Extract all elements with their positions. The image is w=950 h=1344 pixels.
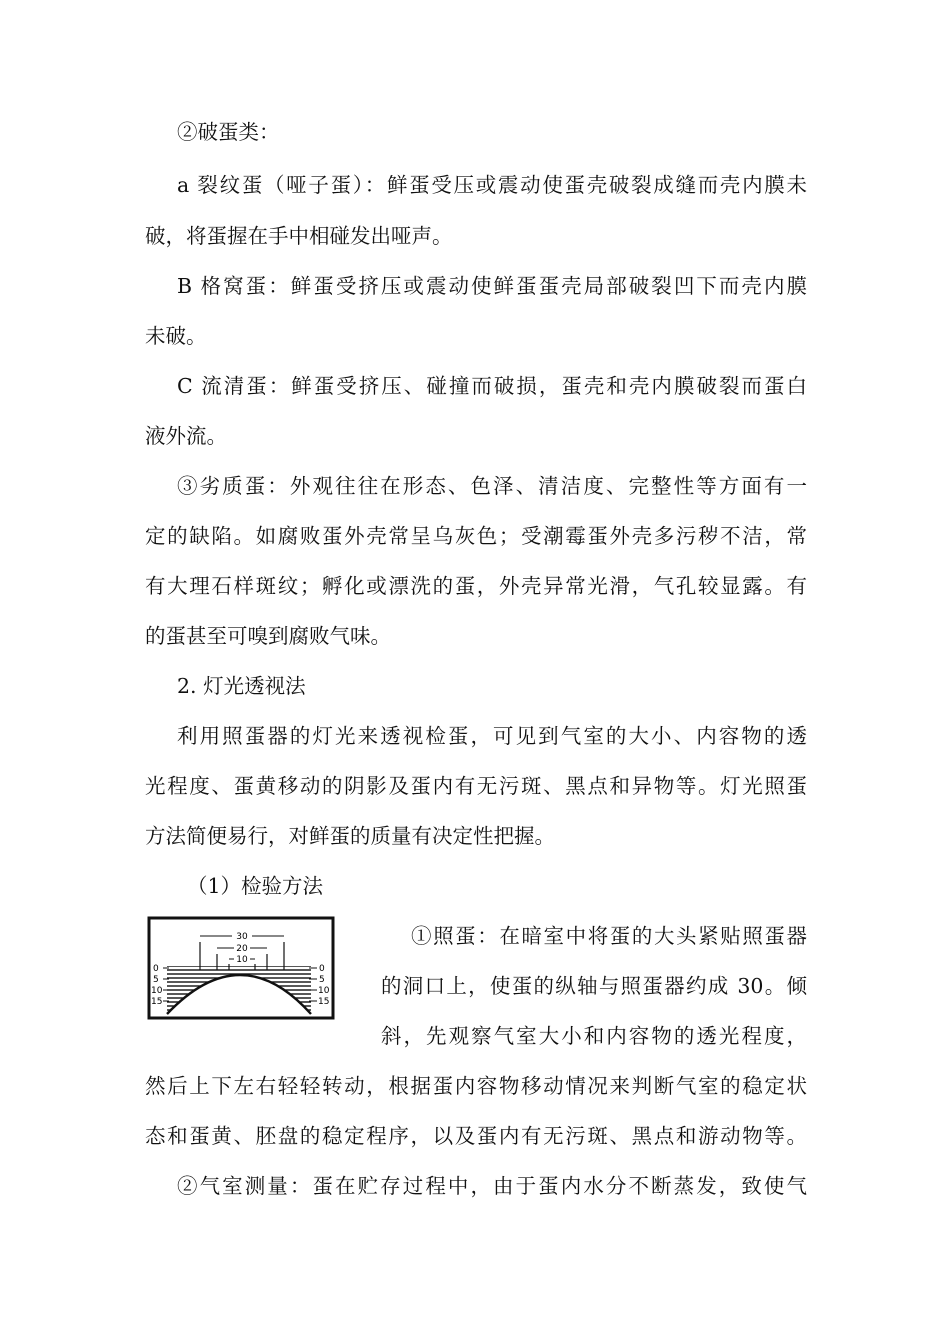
air-cell-gauge-figure (145, 912, 337, 1022)
text-line: 的洞口上，使蛋的纵轴与照蛋器约成 30。倾 (381, 974, 807, 998)
gauge-top-label: 10 (236, 955, 248, 965)
gauge-top-label: 30 (236, 932, 248, 942)
gauge-left-label: 5 (153, 975, 159, 985)
text-line: 方法简便易行，对鲜蛋的质量有决定性把握。 (145, 824, 555, 848)
subsection-heading: （1）检验方法 (187, 874, 324, 898)
text-line: C 流清蛋：鲜蛋受挤压、碰撞而破损，蛋壳和壳内膜破裂而蛋白 (177, 374, 807, 398)
gauge-left-label: 10 (151, 986, 163, 996)
text-line: 利用照蛋器的灯光来透视检蛋，可见到气室的大小、内容物的透 (177, 724, 807, 748)
text-line: 态和蛋黄、胚盘的稳定程序，以及蛋内有无污斑、黑点和游动物等。 (145, 1124, 807, 1148)
text-line: ②气室测量：蛋在贮存过程中，由于蛋内水分不断蒸发，致使气 (177, 1174, 807, 1198)
gauge-right-label: 10 (318, 986, 330, 996)
text-line: B 格窝蛋：鲜蛋受挤压或震动使鲜蛋蛋壳局部破裂凹下而壳内膜 (177, 274, 807, 298)
text-line: 定的缺陷。如腐败蛋外壳常呈乌灰色；受潮霉蛋外壳多污秽不洁，常 (145, 524, 807, 548)
gauge-right-label: 0 (319, 964, 325, 974)
text-line: ①照蛋：在暗室中将蛋的大头紧贴照蛋器 (411, 924, 807, 948)
text-line: 破，将蛋握在手中相碰发出哑声。 (145, 224, 453, 248)
text-line: 斜，先观察气室大小和内容物的透光程度， (381, 1024, 807, 1048)
text-line: ③劣质蛋：外观往往在形态、色泽、清洁度、完整性等方面有一 (177, 474, 807, 498)
text-line: a 裂纹蛋（哑子蛋）：鲜蛋受压或震动使蛋壳破裂成缝而壳内膜未 (177, 173, 807, 197)
gauge-top-label: 20 (236, 944, 248, 954)
section-heading: 2. 灯光透视法 (177, 674, 306, 698)
text-line: ②破蛋类： (177, 120, 280, 144)
text-line: 光程度、蛋黄移动的阴影及蛋内有无污斑、黑点和异物等。灯光照蛋 (145, 774, 807, 798)
gauge-right-label: 15 (318, 997, 330, 1007)
text-line: 然后上下左右轻轻转动，根据蛋内容物移动情况来判断气室的稳定状 (145, 1074, 807, 1098)
text-line: 未破。 (145, 324, 207, 348)
gauge-right-label: 5 (319, 975, 325, 985)
gauge-left-label: 0 (153, 964, 159, 974)
text-line: 有大理石样斑纹；孵化或漂洗的蛋，外壳异常光滑，气孔较显露。有 (145, 574, 807, 598)
gauge-left-label: 15 (151, 997, 163, 1007)
text-line: 的蛋甚至可嗅到腐败气味。 (145, 624, 391, 648)
text-line: 液外流。 (145, 424, 227, 448)
